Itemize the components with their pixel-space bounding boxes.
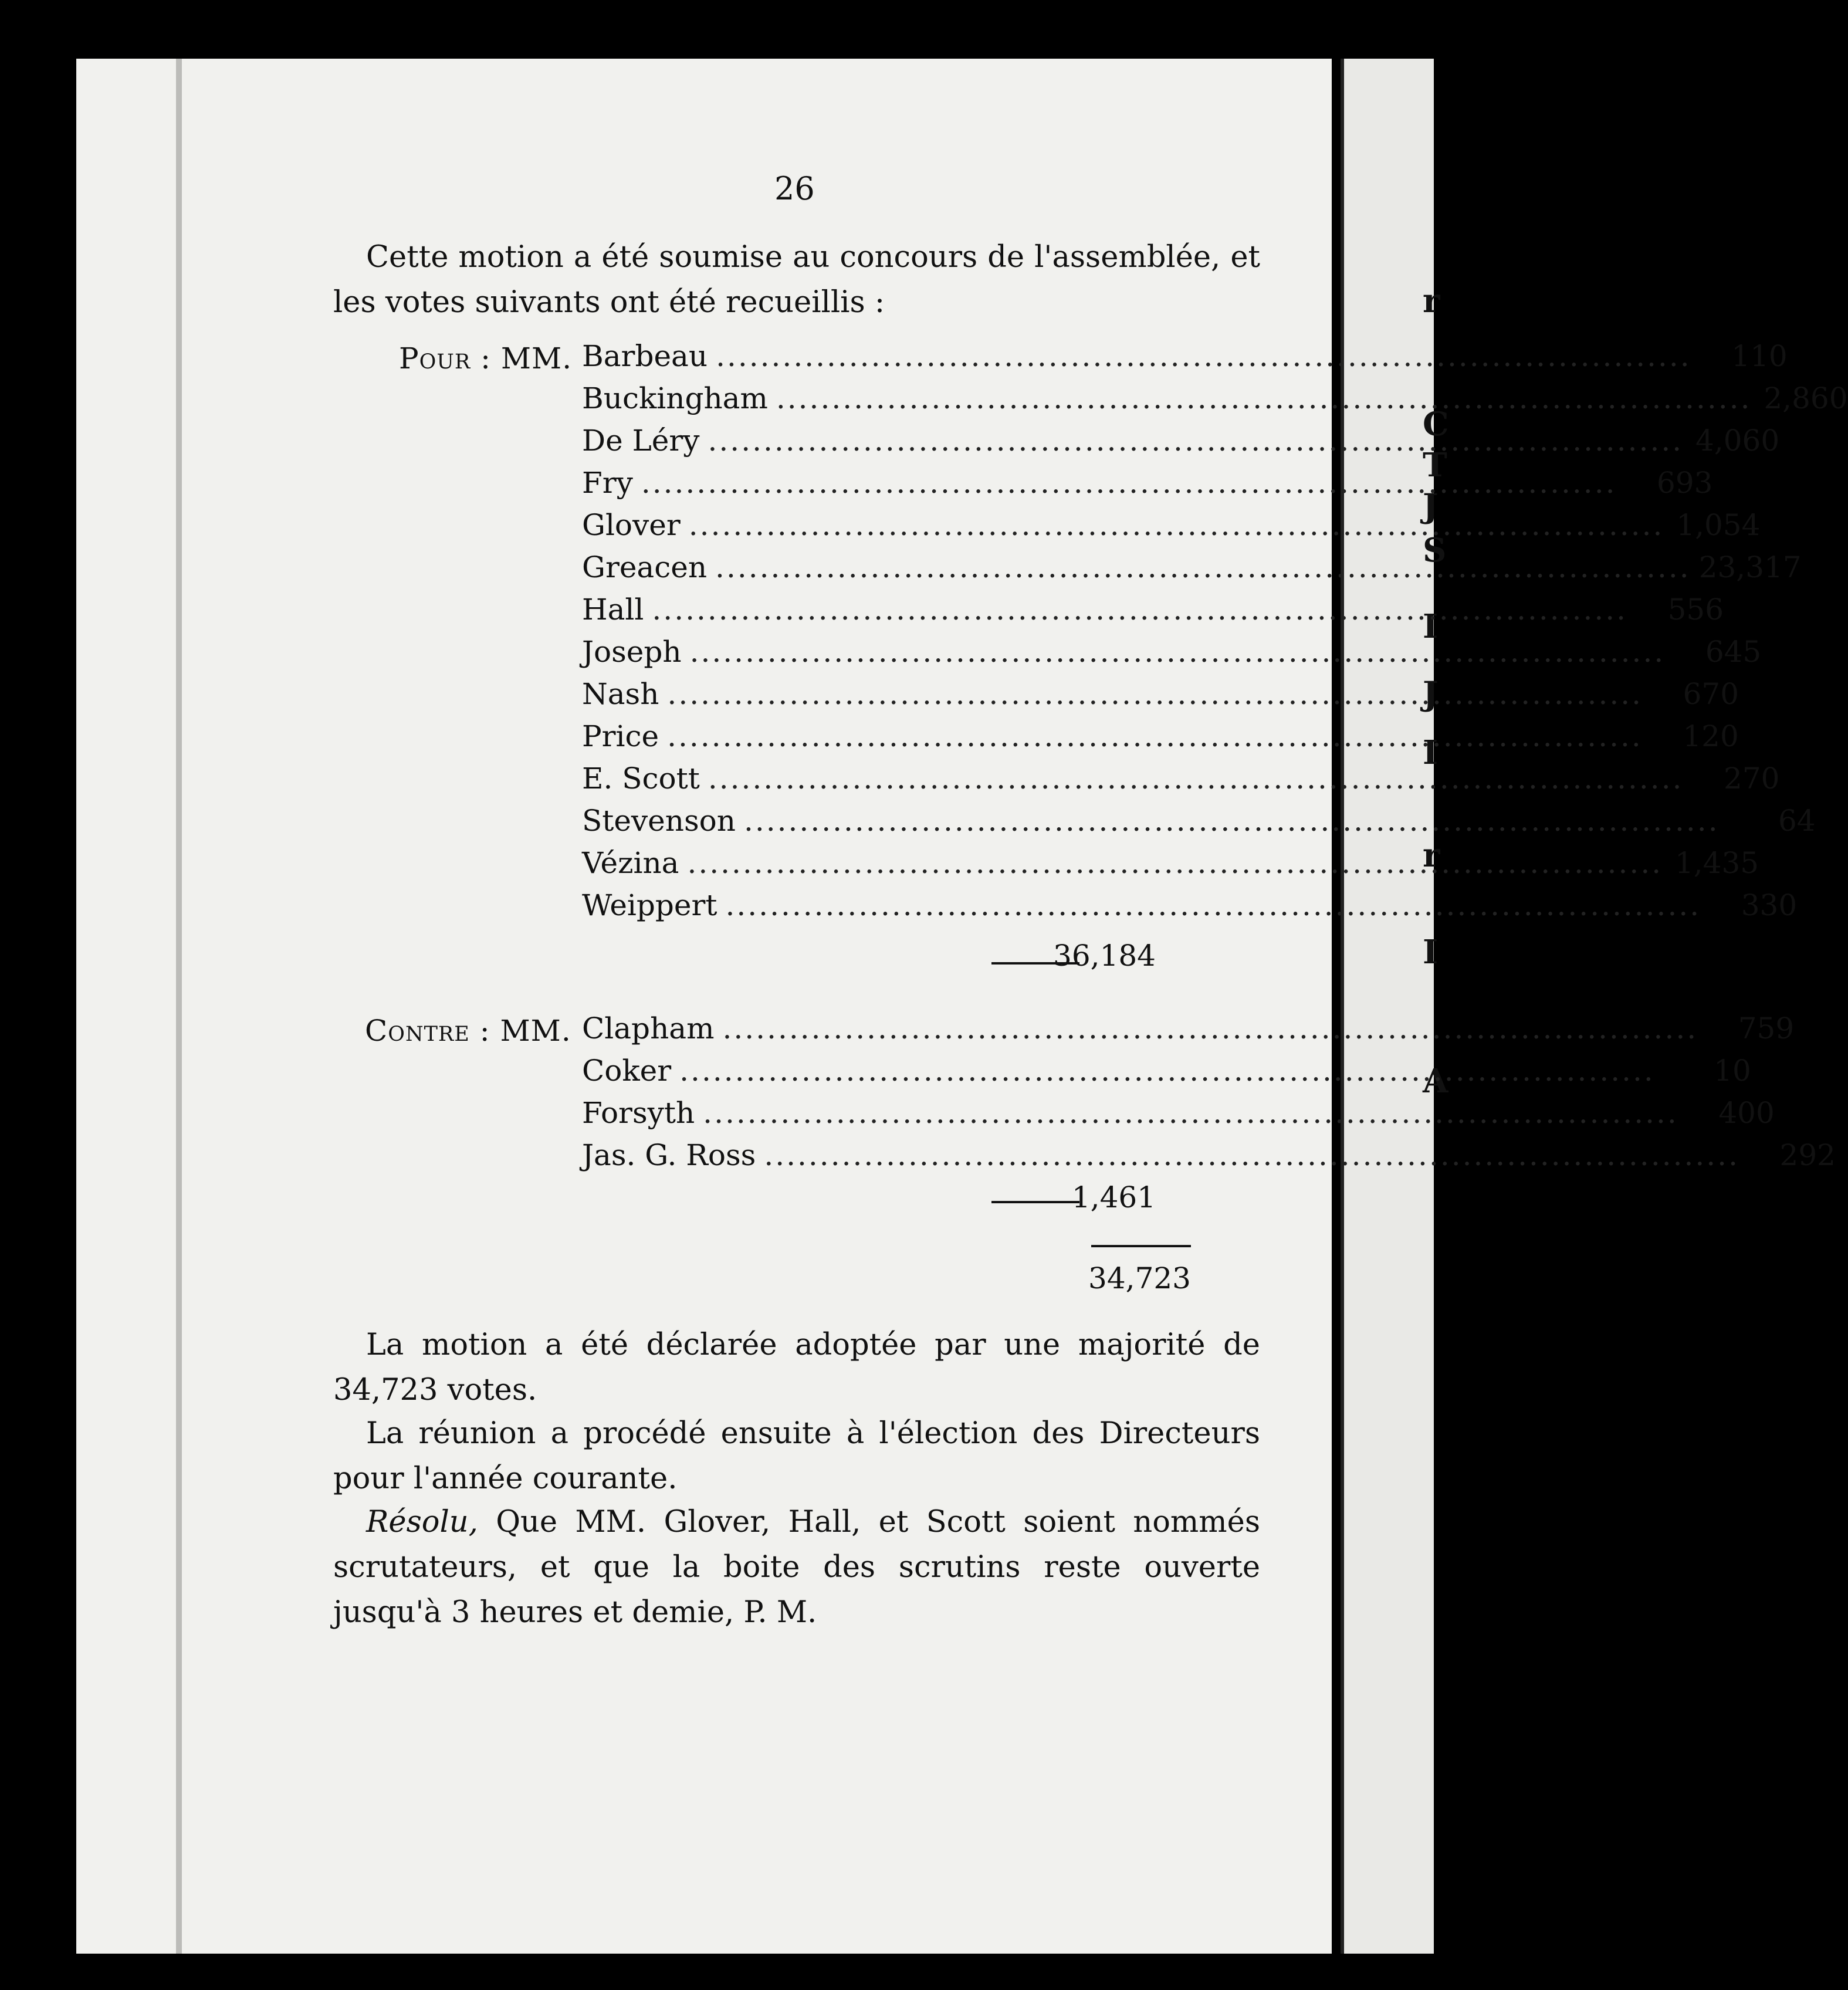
adjacent-page-fragment: T — [1423, 446, 1447, 485]
contre-label: Contre : MM. — [365, 1014, 571, 1048]
leader-dots — [690, 635, 1666, 669]
leader-dots — [652, 593, 1627, 627]
leader-dots — [689, 508, 1664, 542]
vote-count: 4,060 — [1695, 424, 1780, 458]
resolution-lead: Résolu, — [366, 1505, 478, 1539]
vote-count: 330 — [1741, 888, 1798, 922]
voter-name: Coker — [582, 1054, 672, 1088]
vote-count: 759 — [1738, 1011, 1795, 1045]
intro-paragraph: Cette motion a été soumise au concours de l'assemblée, et les votes suivants ont été recueillis : — [333, 240, 1260, 320]
vote-count: 110 — [1731, 339, 1788, 373]
vote-count: 120 — [1683, 719, 1739, 753]
vote-row — [582, 1138, 1836, 1179]
vote-row — [582, 635, 1762, 676]
vote-count: 693 — [1657, 466, 1713, 500]
leader-dots — [667, 677, 1643, 711]
page-number: 26 — [774, 170, 815, 207]
vote-count: 1,054 — [1676, 508, 1761, 542]
vote-row — [582, 593, 1724, 634]
adjacent-page-fragment: A — [1423, 1062, 1448, 1101]
voter-name: Vézina — [582, 846, 679, 880]
voter-name: Barbeau — [582, 339, 708, 373]
vote-row — [582, 381, 1848, 422]
vote-row — [582, 762, 1780, 803]
leader-dots — [708, 424, 1684, 458]
voter-name: Greacen — [582, 550, 708, 584]
voter-name: Buckingham — [582, 381, 768, 415]
voter-name: Hall — [582, 593, 644, 627]
leader-dots — [726, 888, 1701, 922]
vote-count: 645 — [1705, 635, 1762, 669]
vote-row — [582, 550, 1802, 591]
leader-dots — [687, 846, 1663, 880]
vote-count: 64 — [1778, 804, 1816, 838]
vote-count: 292 — [1779, 1138, 1836, 1172]
leader-dots — [776, 381, 1752, 415]
vote-row — [582, 466, 1713, 507]
voter-name: Forsyth — [582, 1096, 695, 1130]
vote-row — [582, 677, 1739, 718]
leader-dots — [744, 804, 1720, 838]
leader-dots — [708, 762, 1684, 796]
vote-row — [582, 1011, 1795, 1052]
leader-dots — [716, 339, 1691, 373]
vote-row — [582, 1096, 1775, 1137]
vote-count: 23,317 — [1698, 550, 1802, 584]
adjacent-page-fragment: I — [1423, 607, 1439, 646]
adoption-paragraph: La motion a été déclarée adoptée par une majorité de 34,723 votes. — [333, 1328, 1260, 1407]
adjacent-page-fragment: J — [1423, 675, 1439, 713]
voter-name: De Léry — [582, 424, 700, 458]
leader-dots — [764, 1138, 1739, 1172]
resolution-paragraph — [333, 1500, 1260, 1635]
leader-dots — [667, 719, 1643, 753]
vote-row — [582, 719, 1739, 760]
adjacent-page-fragment: I — [1423, 733, 1439, 772]
election-paragraph: La réunion a procédé ensuite à l'élection des Directeurs pour l'année courante. — [333, 1416, 1260, 1496]
majority-total: 34,723 — [1088, 1261, 1191, 1295]
contre-total: 1,461 — [1071, 1180, 1156, 1214]
vote-row — [582, 888, 1798, 929]
voter-name: Clapham — [582, 1011, 715, 1045]
pour-label: Pour : MM. — [399, 341, 573, 375]
vote-count: 2,860 — [1764, 381, 1848, 415]
vote-count: 400 — [1718, 1096, 1775, 1130]
voter-name: Joseph — [582, 635, 682, 669]
voter-name: Fry — [582, 466, 633, 500]
vote-row — [582, 424, 1780, 465]
voter-name: Price — [582, 719, 659, 753]
adjacent-page-fragment: r — [1423, 282, 1440, 320]
majority-rule — [1091, 1245, 1191, 1247]
adjacent-page-fragment: I — [1423, 933, 1439, 972]
vote-row — [582, 339, 1788, 380]
voter-name: Weippert — [582, 888, 717, 922]
voter-name: E. Scott — [582, 762, 700, 796]
page-fold-shadow — [176, 59, 182, 1954]
adjacent-page-fragment: J — [1423, 487, 1439, 526]
vote-row — [582, 1054, 1751, 1095]
adjacent-page-fragment: S — [1423, 531, 1447, 570]
voter-name: Glover — [582, 508, 681, 542]
vote-count: 1,435 — [1674, 846, 1759, 880]
vote-row — [582, 846, 1759, 887]
vote-count: 270 — [1724, 762, 1780, 796]
resolution-text: Que MM. Glover, Hall, et Scott soient nommés scrutateurs, et que la boite des scrutins reste ouverte jusqu'à 3 heures et demie, P. M. — [333, 1505, 1260, 1630]
voter-name: Stevenson — [582, 804, 736, 838]
leader-dots — [723, 1011, 1698, 1045]
vote-count: 556 — [1667, 593, 1724, 627]
leader-dots — [679, 1054, 1655, 1088]
adjacent-page-fragment: C — [1423, 405, 1449, 444]
adjacent-page-fragment: r — [1423, 836, 1440, 875]
vote-row — [582, 508, 1761, 549]
leader-dots — [641, 466, 1617, 500]
leader-dots — [715, 550, 1691, 584]
voter-name: Nash — [582, 677, 659, 711]
vote-count: 10 — [1714, 1054, 1751, 1088]
leader-dots — [703, 1096, 1678, 1130]
vote-count: 670 — [1683, 677, 1739, 711]
vote-row — [582, 804, 1816, 845]
voter-name: Jas. G. Ross — [582, 1138, 756, 1172]
pour-total: 36,184 — [1053, 939, 1156, 973]
